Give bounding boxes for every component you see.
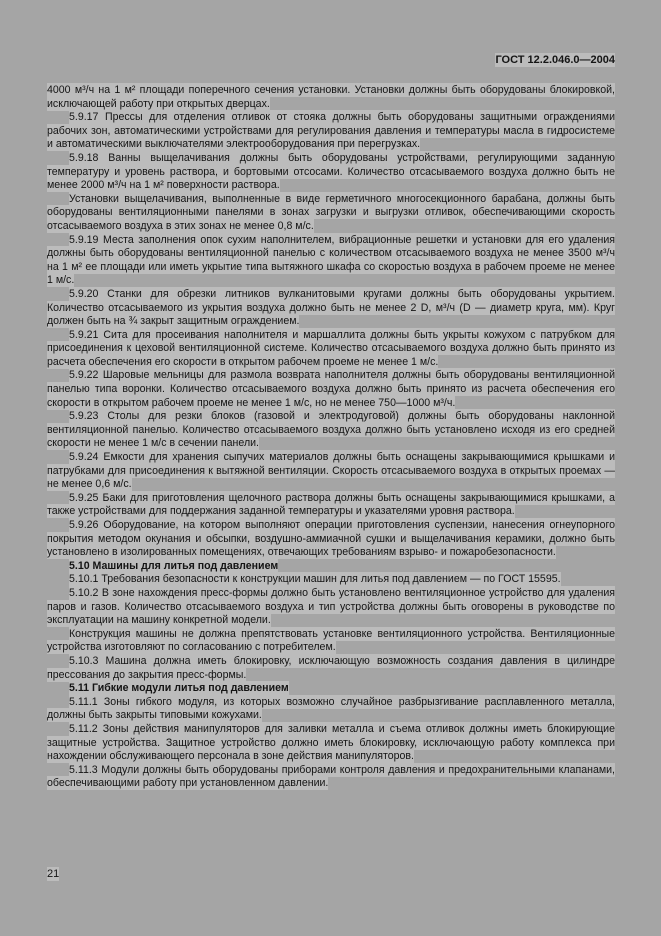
- paragraph-5-11-1: [47, 696, 615, 723]
- paragraph-text: 5.9.24 Емкости для хранения сыпучих материалов должны быть оснащены закрывающимися крышками и патрубками для присоединения к вытяжной вентиляции. Скорость отсасываемого воздуха в открытых проемах — не менее 0,6 м/с.: [47, 451, 615, 491]
- page-number-text: 21: [47, 868, 60, 880]
- paragraph-text: 5.10.1 Требования безопасности к конструкции машин для литья под давлением — по ГОСТ 15595.: [69, 573, 561, 586]
- paragraph-5-9-18: [47, 152, 615, 193]
- paragraph-text: Установки выщелачивания, выполненные в виде герметичного многосекционного барабана, должны быть оборудованы вентиляционными панелями в зонах загрузки и выгрузки отливок, обеспечивающими скорость отсасываемого воздуха в этих зонах не менее 0,8 м/с.: [47, 192, 615, 232]
- paragraph-5-9-24: [47, 451, 615, 492]
- paragraph-text: 5.9.26 Оборудование, на котором выполняют операции приготовления суспензии, нанесения огнеупорного покрытия методом окунания и обсыпки, воздушно-аммиачной сушки и выщелачивания керамики, должно быть установлено в изолированных помещениях, отвечающих требованиям взрыво- и пожаробезопасности.: [47, 519, 615, 559]
- paragraph-text: 5.11.2 Зоны действия манипуляторов для заливки металла и съема отливок должны иметь блокирующие защитные устройства. Защитное устройство должно иметь блокировку, исключающую работу комплекса при нахождении обслуживающего персонала в зоне действия манипуляторов.: [47, 722, 615, 763]
- standard-reference: [47, 54, 615, 67]
- paragraph-5-9-20: [47, 288, 615, 329]
- paragraph-text: Конструкция машины не должна препятствовать установке вентиляционного устройства. Вентиляционные устройства изготовляют по согласованию с потребителем.: [47, 627, 615, 654]
- paragraph-5-9-23: [47, 410, 615, 451]
- paragraph-text: 5.10.3 Машина должна иметь блокировку, исключающую возможность создания давления в цилиндре прессования до закрытия пресс-формы.: [47, 654, 615, 681]
- paragraph-5-9-19: [47, 234, 615, 288]
- section-heading-5-10: [47, 560, 615, 574]
- paragraph-5-10-3: [47, 655, 615, 682]
- heading-text: 5.10 Машины для литья под давлением: [69, 559, 279, 572]
- standard-reference-text: ГОСТ 12.2.046.0—2004: [495, 54, 615, 66]
- paragraph-5-11-2: [47, 723, 615, 764]
- paragraph-5-9-18-cont: [47, 193, 615, 234]
- paragraph-text: 5.9.18 Ванны выщелачивания должны быть оборудованы устройствами, регулирующими заданную температуру и уровень раствора, и бортовыми отсосами. Количество отсасываемого воздуха должно быть не менее 2000 м³/ч на 1 м² поверхности раствора.: [47, 151, 615, 192]
- paragraph-5-9-17: [47, 111, 615, 152]
- paragraph-text: 5.9.25 Баки для приготовления щелочного раствора должны быть оснащены закрывающимися крышками, а также устройствами для поддержания заданной температуры и указателями уровня раствора.: [47, 491, 615, 518]
- paragraph-text: 5.10.2 В зоне нахождения пресс-формы должно быть установлено вентиляционное устройство для удаления паров и газов. Количество отсасываемого воздуха и тип устройства должны быть оговорены в руководстве по эксплуатации на машину конкретной модели.: [47, 586, 615, 627]
- paragraph-5-9-21: [47, 329, 615, 370]
- paragraph-5-10-1: [47, 573, 615, 587]
- paragraph-5-9-26: [47, 519, 615, 560]
- paragraph-text: 5.9.22 Шаровые мельницы для размола возврата наполнителя должны быть оборудованы вентиляционной панелью типа воронки. Количество отсасываемого воздуха должно быть принято из расчета обеспечения его скорости в открытом рабочем проеме не менее 1 м/с, но не менее 750—1000 м³/ч.: [47, 369, 615, 409]
- paragraph-5-10-2-cont: [47, 628, 615, 655]
- paragraph-text: 5.9.19 Места заполнения опок сухим наполнителем, вибрационные решетки и установки для его удаления должны быть оборудованы вентиляционной панелью с количеством отсасываемого воздуха не менее 3500 м³/ч на 1 м² ее площади или иметь укрытие типа вытяжного шкафа со скоростью воздуха в рабочем проеме не менее 1 м/с.: [47, 233, 615, 287]
- paragraph-text: 5.11.3 Модули должны быть оборудованы приборами контроля давления и предохранительными клапанами, обеспечивающими работу при установленном давлении.: [47, 763, 615, 790]
- paragraph-text: 5.9.20 Станки для обрезки литников вулканитовыми кругами должны быть оборудованы укрытием. Количество отсасываемого из укрытия воздуха должно быть не менее 2 D, м³/ч (D — диаметр круга, мм). Круг должен быть на ¾ закрыт защитным ограждением.: [47, 287, 615, 328]
- document-body: [47, 84, 615, 791]
- heading-text: 5.11 Гибкие модули литья под давлением: [69, 682, 289, 695]
- paragraph-5-9-22: [47, 369, 615, 410]
- paragraph-text: 4000 м³/ч на 1 м² площади поперечного сечения установки. Установки должны быть оборудованы блокировкой, исключающей работу при открытых дверцах.: [47, 84, 615, 110]
- paragraph-5-11-3: [47, 764, 615, 791]
- section-heading-5-11: [47, 682, 615, 696]
- paragraph-5-9-25: [47, 492, 615, 519]
- paragraph-5-10-2: [47, 587, 615, 628]
- paragraph-continuation: [47, 84, 615, 111]
- paragraph-text: 5.9.23 Столы для резки блоков (газовой и электродуговой) должны быть оборудованы наклонной вентиляционной панелью. Количество отсасываемого воздуха должно быть установлено исходя из его средней скорости не менее 1 м/с в сечении панели.: [47, 410, 615, 450]
- paragraph-text: 5.9.17 Прессы для отделения отливок от стояка должны быть оборудованы защитными ограждениями рабочих зон, автоматическими устройствами для регулирования давления и температуры масла в гидросистеме и автоматическими выключателями электрооборудования при перегрузках.: [47, 111, 615, 151]
- paragraph-text: 5.9.21 Сита для просеивания наполнителя и маршаллита должны быть укрыты кожухом с патрубком для присоединения к цеховой вентиляционной системе. Количество отсасываемого воздуха должно быть принято из расчета обеспечения его скорости в открытом рабочем проеме не менее 1 м/с.: [47, 328, 615, 368]
- paragraph-text: 5.11.1 Зоны гибкого модуля, из которых возможно случайное разбрызгивание расплавленного металла, должны быть закрыты типовыми кожухами.: [47, 695, 615, 722]
- page-number: [47, 868, 59, 880]
